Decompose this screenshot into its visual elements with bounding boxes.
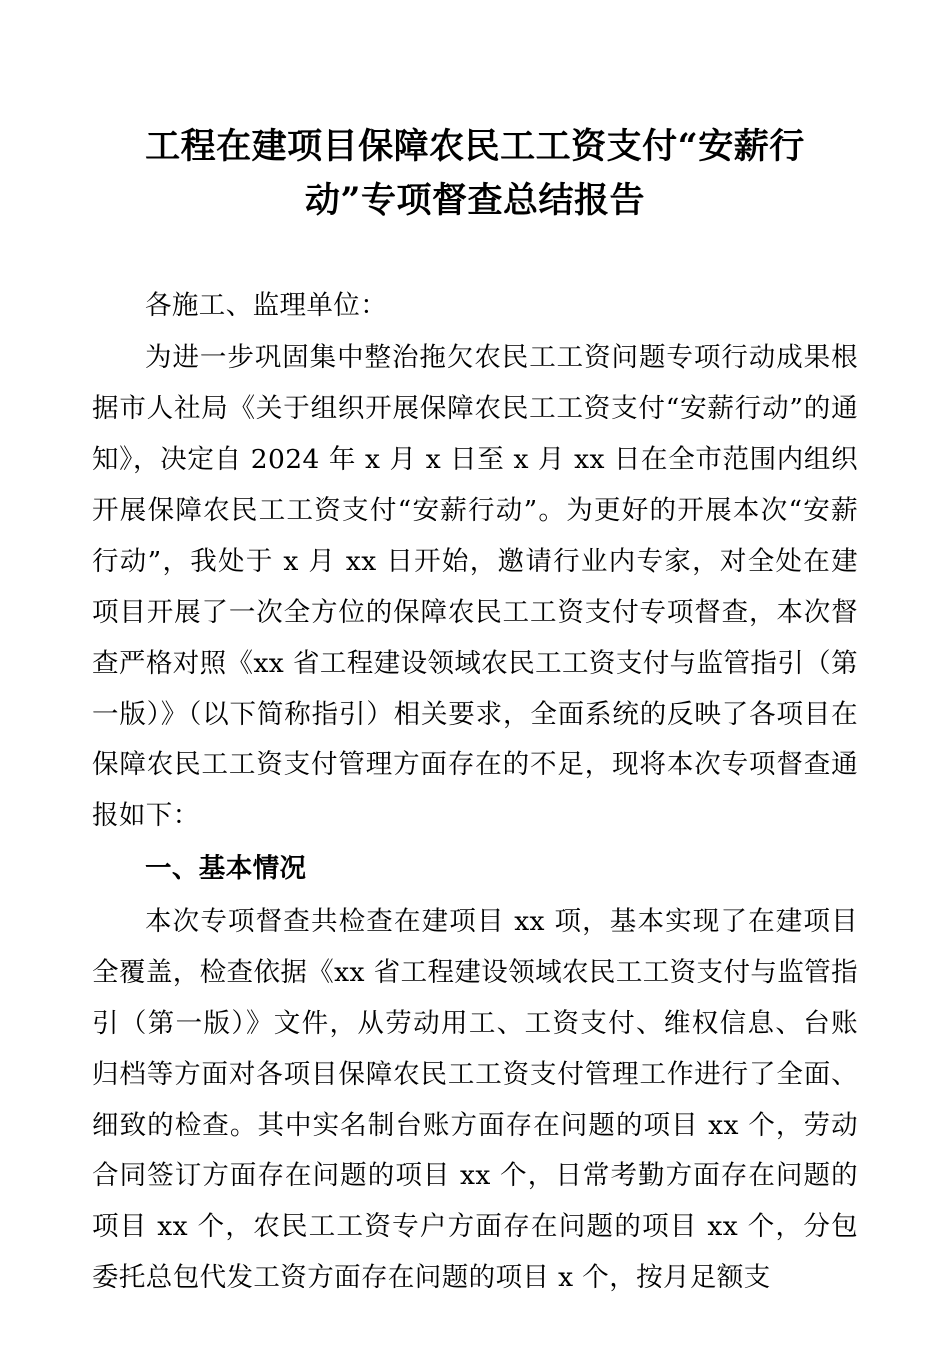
paragraph-background: 为进一步巩固集中整治拖欠农民工工资问题专项行动成果根据市人社局《关于组织开展保障农民工工资支付“安薪行动”的通知》，决定自 2024 年 x 月 x 日至 x 月 xx 日在全市范围内组织开展保障农民工工资支付“安薪行动”。为更好的开展本次“安薪行动”，我处于 x 月 xx 日开始，邀请行业内专家，对全处在建项目开展了一次全方位的保障农民工工资支付专项督查，本次督查严格对照《xx 省工程建设领域农民工工资支付与监管指引（第一版）》（以下简称指引）相关要求，全面系统的反映了各项目在保障农民工工资支付管理方面存在的不足，现将本次专项督查通报如下： [92, 342, 858, 832]
paragraph-basic-situation: 本次专项督查共检查在建项目 xx 项，基本实现了在建项目全覆盖，检查依据《xx 省工程建设领域农民工工资支付与监管指引（第一版）》文件，从劳动用工、工资支付、维权信息、台账归档等方面对各项目保障农民工工资支付管理工作进行了全面、细致的检查。其中实名制台账方面存在问题的项目 xx 个，劳动合同签订方面存在问题的项目 xx 个，日常考勤方面存在问题的项目 xx 个，农民工工资专户方面存在问题的项目 xx 个，分包委托总包代发工资方面存在问题的项目 x 个，按月足额支 [92, 906, 858, 1294]
section-heading-basic-situation: 一、基本情况 [145, 853, 307, 885]
paragraph-recipients: 各施工、监理单位： [145, 289, 388, 321]
page-title: 工程在建项目保障农民工工资支付“安薪行动”专项督查总结报告 [145, 126, 805, 222]
